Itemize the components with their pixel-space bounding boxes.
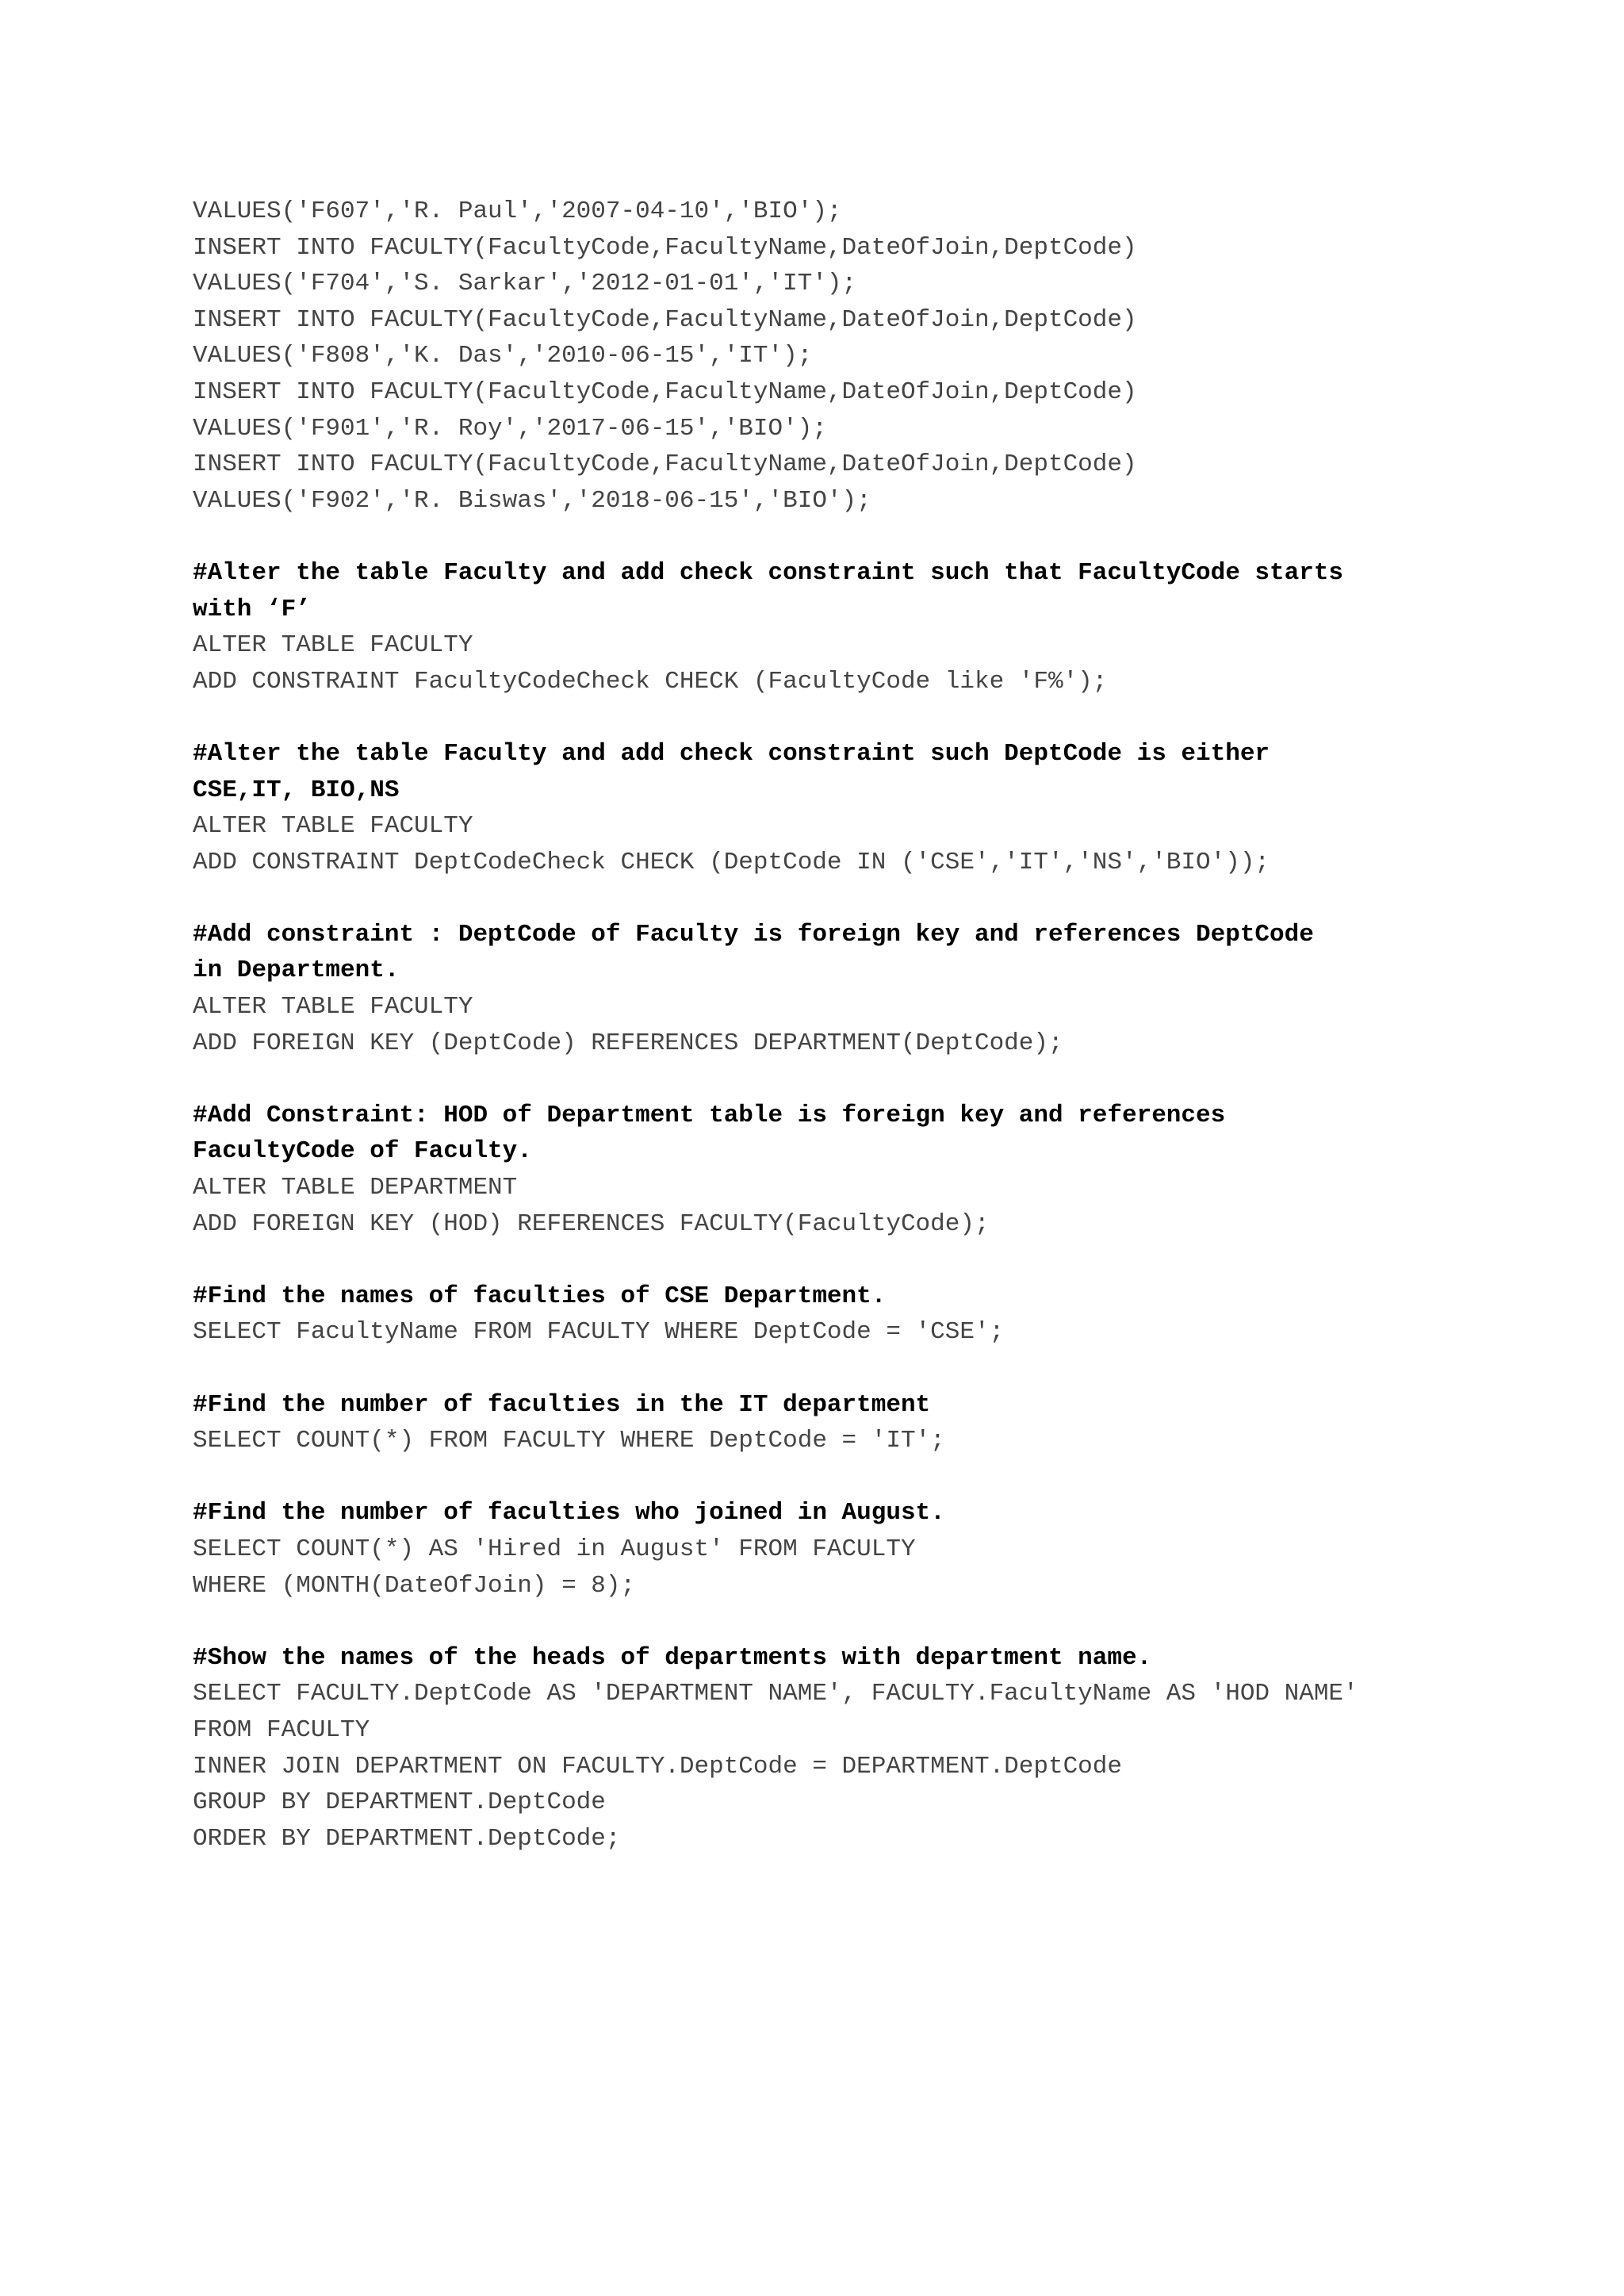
sql-code-line: VALUES('F808','K. Das','2010-06-15','IT'); [193, 342, 813, 370]
section-block [193, 1640, 1541, 1857]
sql-code-line: SELECT FACULTY.DeptCode AS 'DEPARTMENT NAME', FACULTY.FacultyName AS 'HOD NAME' [193, 1680, 1358, 1708]
section-heading-line: #Find the number of faculties who joined in August. [193, 1499, 945, 1527]
section-heading-line: #Find the names of faculties of CSE Department. [193, 1282, 887, 1310]
paragraph-gap [193, 1351, 1541, 1387]
sql-code-line: INSERT INTO FACULTY(FacultyCode,FacultyName,DateOfJoin,DeptCode) [193, 233, 1137, 262]
section-block [193, 1098, 1541, 1242]
sql-code-line: GROUP BY DEPARTMENT.DeptCode [193, 1788, 606, 1817]
document-page [193, 194, 1541, 1857]
sql-code-line: ALTER TABLE FACULTY [193, 812, 473, 841]
paragraph-gap [193, 1242, 1541, 1278]
sql-code-line: VALUES('F704','S. Sarkar','2012-01-01','IT'); [193, 270, 857, 298]
sql-code-line: VALUES('F902','R. Biswas','2018-06-15','BIO'); [193, 486, 871, 515]
section-block [193, 736, 1541, 880]
sql-code-line: ADD CONSTRAINT DeptCodeCheck CHECK (DeptCode IN ('CSE','IT','NS','BIO')); [193, 848, 1270, 876]
sql-code-line: FROM FACULTY [193, 1715, 370, 1744]
paragraph-gap [193, 1459, 1541, 1496]
sql-code-line: ADD FOREIGN KEY (DeptCode) REFERENCES DEPARTMENT(DeptCode); [193, 1029, 1063, 1057]
section-heading-line: #Add constraint : DeptCode of Faculty is foreign key and references DeptCode [193, 920, 1314, 949]
sql-code-line: INSERT INTO FACULTY(FacultyCode,FacultyName,DateOfJoin,DeptCode) [193, 305, 1137, 334]
sql-code-line: SELECT FacultyName FROM FACULTY WHERE DeptCode = 'CSE'; [193, 1318, 1005, 1347]
sql-code-line: INSERT INTO FACULTY(FacultyCode,FacultyName,DateOfJoin,DeptCode) [193, 450, 1137, 479]
sql-code-line: ALTER TABLE FACULTY [193, 631, 473, 660]
section-heading-line: #Alter the table Faculty and add check constraint such that FacultyCode starts [193, 558, 1344, 587]
sql-code-line: ADD FOREIGN KEY (HOD) REFERENCES FACULTY(FacultyCode); [193, 1209, 990, 1238]
paragraph-gap [193, 1604, 1541, 1640]
section-block [193, 555, 1541, 700]
section-heading-line: #Show the names of the heads of departments with department name. [193, 1643, 1152, 1672]
sql-code-line: SELECT COUNT(*) FROM FACULTY WHERE DeptCode = 'IT'; [193, 1427, 945, 1455]
code-block-insert-statements [193, 194, 1541, 519]
section-heading-line: #Add Constraint: HOD of Department table is foreign key and references [193, 1101, 1226, 1129]
section-heading-line: FacultyCode of Faculty. [193, 1137, 532, 1166]
sql-code-line: INNER JOIN DEPARTMENT ON FACULTY.DeptCode = DEPARTMENT.DeptCode [193, 1752, 1122, 1780]
section-block [193, 1495, 1541, 1604]
paragraph-gap [193, 519, 1541, 555]
paragraph-gap [193, 1061, 1541, 1098]
section-block [193, 1387, 1541, 1459]
sql-code-line: ADD CONSTRAINT FacultyCodeCheck CHECK (FacultyCode like 'F%'); [193, 667, 1108, 696]
sql-code-line: ALTER TABLE DEPARTMENT [193, 1174, 518, 1202]
section-heading-line: with ‘F’ [193, 595, 311, 623]
sql-code-line: SELECT COUNT(*) AS 'Hired in August' FROM FACULTY [193, 1535, 916, 1563]
sql-code-line: INSERT INTO FACULTY(FacultyCode,FacultyName,DateOfJoin,DeptCode) [193, 378, 1137, 406]
paragraph-gap [193, 700, 1541, 736]
paragraph-gap [193, 880, 1541, 917]
section-block [193, 917, 1541, 1061]
sql-code-line: WHERE (MONTH(DateOfJoin) = 8); [193, 1571, 636, 1600]
section-heading-line: #Find the number of faculties in the IT department [193, 1390, 931, 1419]
sql-code-line: ORDER BY DEPARTMENT.DeptCode; [193, 1824, 621, 1853]
sql-code-line: VALUES('F901','R. Roy','2017-06-15','BIO'); [193, 414, 827, 443]
section-heading-line: in Department. [193, 956, 400, 985]
section-block [193, 1278, 1541, 1351]
sql-code-line: ALTER TABLE FACULTY [193, 993, 473, 1022]
section-heading-line: #Alter the table Faculty and add check constraint such DeptCode is either [193, 739, 1270, 768]
sql-code-line: VALUES('F607','R. Paul','2007-04-10','BIO'); [193, 197, 842, 225]
section-heading-line: CSE,IT, BIO,NS [193, 776, 400, 804]
